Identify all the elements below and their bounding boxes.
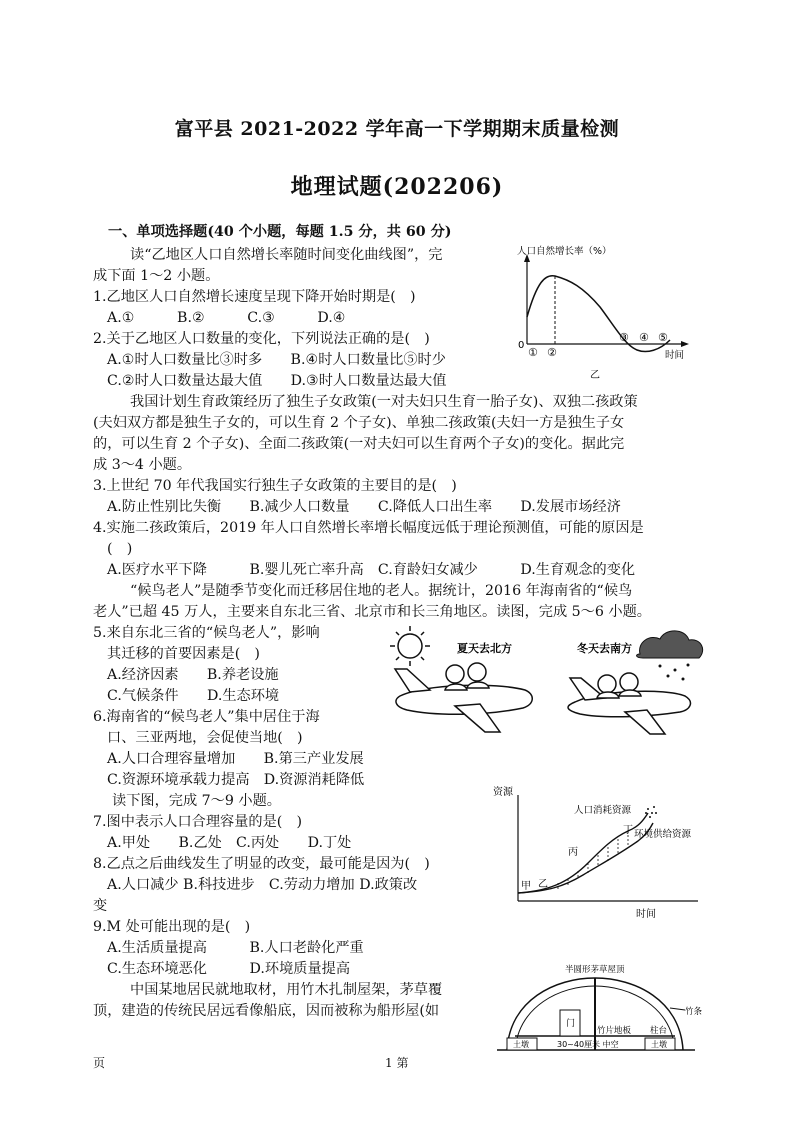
intro1-line2: 成下面 1～2 小题。 <box>93 268 220 284</box>
q3-options: A.防止性别比失衡 B.减少人口数量 C.降低人口出生率 D.发展市场经济 <box>107 499 621 515</box>
fig3-dots <box>645 806 657 818</box>
intro2-line3: 的，可以生育 2 个子女)、全面二孩政策(一对夫妇可以生育两个子女)的变化。据此完 <box>93 436 625 452</box>
boat-house-figure <box>485 960 710 1068</box>
intro2-line4: 成 3～4 小题。 <box>93 457 192 473</box>
fig1-marker-4: ④ <box>639 331 649 344</box>
q7-options: A.甲处 B.乙处 C.丙处 D.丁处 <box>107 835 352 851</box>
winter-south-label: 冬天去南方 <box>577 642 632 655</box>
fig3-hatching <box>558 831 628 889</box>
q5-options-cd: C.气候条件 D.生态环境 <box>107 688 280 704</box>
q4-stem: 4.实施二孩政策后，2019 年人口自然增长率增长幅度远低于理论预测值，可能的原因是 <box>93 520 644 536</box>
intro3-line1: “候鸟老人”是随季节变化而迁移居住地的老人。据统计，2016 年海南省的“候鸟 <box>130 583 633 599</box>
fig3-point-ding: 丁 <box>623 825 633 836</box>
fig4-door-label: 门 <box>566 1019 576 1029</box>
fig4-right-mound-label: 土墩 <box>651 1040 667 1049</box>
fig4-bamboo-pointer <box>670 1008 685 1010</box>
intro4-line1: 读下图，完成 7～9 小题。 <box>112 793 281 809</box>
intro5-line2: 顶，建造的传统民居远看像船底，因而被称为船形屋(如 <box>93 1003 440 1019</box>
q6-stem: 6.海南省的“候鸟老人”集中居住于海 <box>93 709 320 725</box>
q6-options-ab: A.人口合理容量增加 B.第三产业发展 <box>107 751 364 767</box>
fig1-marker-2: ② <box>547 346 557 359</box>
fig4-roof-label: 半圆形茅草屋顶 <box>565 965 625 975</box>
intro3-line2: 老人”已超 45 万人，主要来自东北三省、北京市和长三角地区。读图，完成 5～6 小题。 <box>93 604 651 620</box>
fig4-left-mound-label: 土墩 <box>513 1040 529 1049</box>
fig3-y-label: 资源 <box>493 787 513 798</box>
q3-stem: 3.上世纪 70 年代我国实行独生子女政策的主要目的是( ) <box>93 478 457 494</box>
fig1-marker-3: ③ <box>619 331 629 344</box>
q5-options-ab: A.经济因素 B.养老设施 <box>107 667 279 683</box>
fig1-marker-5: ⑤ <box>658 331 668 344</box>
migratory-elders-figure <box>385 624 710 742</box>
fig4-bamboo-label: 竹条 <box>685 1007 703 1017</box>
fig3-point-yi: 乙 <box>538 879 548 890</box>
sun-icon <box>390 626 430 666</box>
fig4-hollow-label: 30~40厘米 中空 <box>557 1040 619 1049</box>
exam-subtitle: 地理试题(202206) <box>290 174 504 200</box>
fig3-consume-label: 人口消耗资源 <box>574 805 632 816</box>
q1-options: A.① B.② C.③ D.④ <box>107 310 346 326</box>
resource-capacity-figure <box>488 783 710 923</box>
q5-stem-2: 其迁移的首要因素是( ) <box>107 646 260 662</box>
q2-options-cd: C.②时人口数量达最大值 D.③时人口数量达最大值 <box>107 373 447 389</box>
q1-stem: 1.乙地区人口自然增长速度呈现下降开始时期是( ) <box>93 289 416 305</box>
q8-options: A.人口减少 B.科技进步 C.劳动力增加 D.政策改 <box>107 877 418 893</box>
q6-stem-2: 口、三亚两地，会促使当地( ) <box>107 730 303 746</box>
fig4-pillar-label: 柱台 <box>650 1026 668 1036</box>
fig1-y-label: 人口自然增长率（%） <box>517 246 612 257</box>
fig3-x-label: 时间 <box>636 909 656 920</box>
fig1-marker-1: ① <box>528 346 538 359</box>
footer-left: 页 <box>93 1056 106 1070</box>
q5-stem: 5.来自东北三省的“候鸟老人”，影响 <box>93 625 320 641</box>
page-number: 1 第 <box>385 1056 409 1070</box>
q4-options: A.医疗水平下降 B.婴儿死亡率升高 C.育龄妇女减少 D.生育观念的变化 <box>107 562 636 578</box>
q8-options-2: 变 <box>93 898 108 914</box>
fig4-floor-label: 竹片地板 <box>597 1026 632 1036</box>
plane-north-icon <box>395 663 532 732</box>
fig3-point-jia: 甲 <box>521 881 531 892</box>
section-heading: 一、单项选择题(40 个小题，每题 1.5 分，共 60 分) <box>108 224 452 240</box>
q9-options-ab: A.生活质量提高 B.人口老龄化严重 <box>107 940 364 956</box>
q4-stem-bracket: ( ) <box>107 541 133 557</box>
q9-options-cd: C.生态环境恶化 D.环境质量提高 <box>107 961 351 977</box>
q6-options-cd: C.资源环境承载力提高 D.资源消耗降低 <box>107 772 365 788</box>
fig1-x-arrow <box>681 341 689 347</box>
intro2-line1: 我国计划生育政策经历了独生子女政策(一对夫妇只生育一胎子女)、双独二孩政策 <box>130 394 638 410</box>
snow-cloud-icon <box>637 631 703 681</box>
q9-stem: 9.M 处可能出现的是( ) <box>93 919 251 935</box>
fig3-point-bing: 丙 <box>568 847 578 858</box>
fig1-x-label: 时间 <box>665 350 685 361</box>
growth-rate-figure <box>515 242 715 382</box>
exam-title: 富平县 2021-2022 学年高一下学期期末质量检测 <box>174 118 620 140</box>
summer-north-label: 夏天去北方 <box>457 642 512 655</box>
intro2-line2: (夫妇双方都是独生子女的，可以生育 2 个子女)、单独二孩政策(夫妇一方是独生子女 <box>93 415 625 431</box>
intro1-line1: 读“乙地区人口自然增长率随时间变化曲线图”，完 <box>130 247 443 263</box>
q2-options-ab: A.①时人口数量比③时多 B.④时人口数量比⑤时少 <box>107 352 446 368</box>
q8-stem: 8.乙点之后曲线发生了明显的改变，最可能是因为( ) <box>93 856 430 872</box>
q2-stem: 2.关于乙地区人口数量的变化，下列说法正确的是( ) <box>93 331 430 347</box>
fig1-origin: 0 <box>518 340 525 351</box>
fig1-caption: 乙 <box>590 370 600 381</box>
intro5-line1: 中国某地居民就地取材，用竹木扎制屋架，茅草覆 <box>130 982 443 998</box>
fig3-supply-label: 环境供给资源 <box>634 829 692 840</box>
q7-stem: 7.图中表示人口合理容量的是( ) <box>93 814 303 830</box>
plane-south-icon <box>568 673 690 734</box>
